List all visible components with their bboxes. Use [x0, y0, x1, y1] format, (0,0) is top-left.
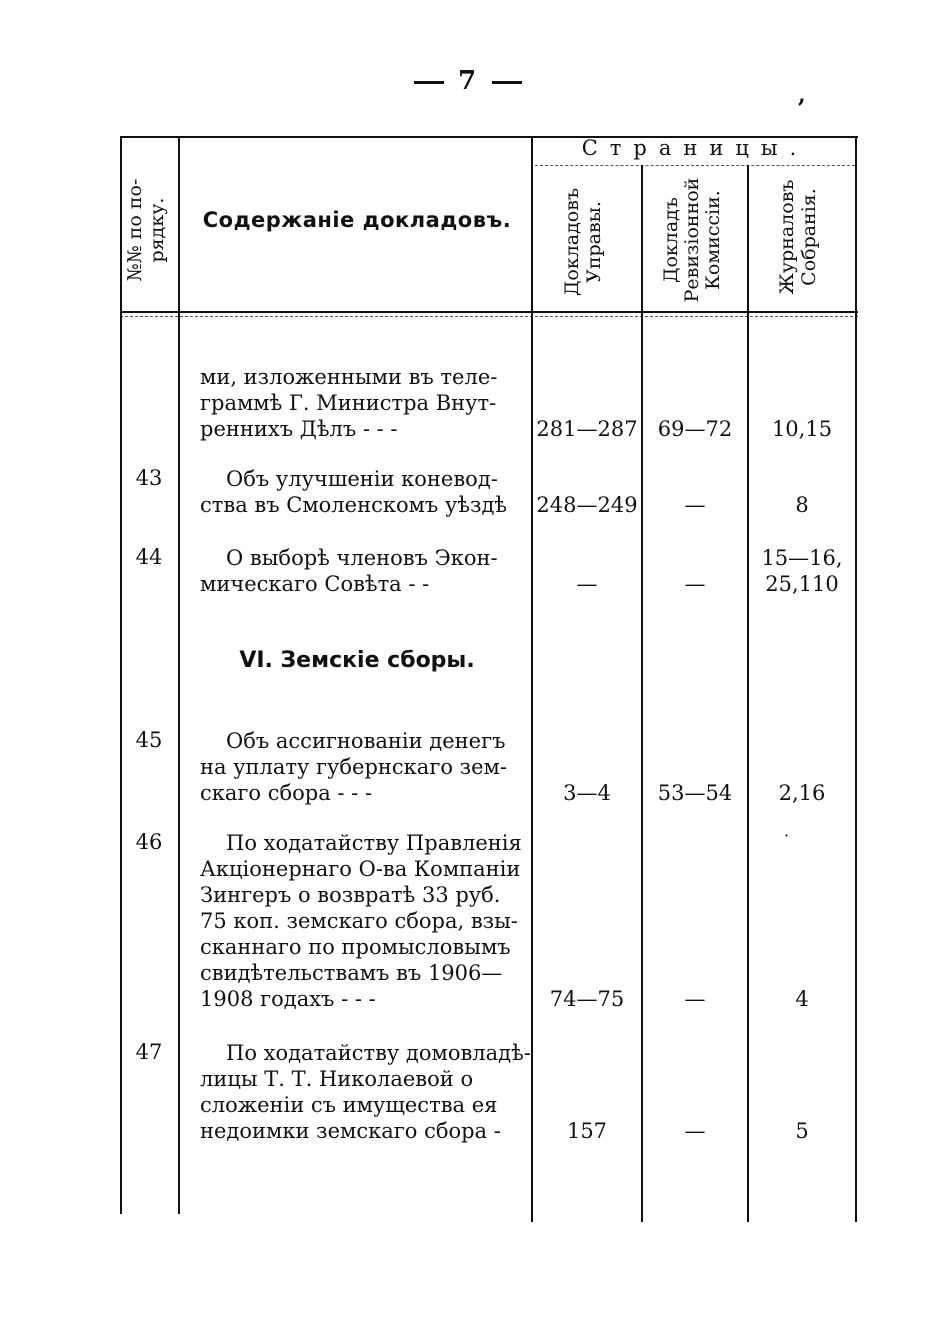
row-continuation-text: [200, 364, 497, 442]
row-number: 47: [135, 1040, 163, 1064]
cell-journal: 10,15: [771, 417, 833, 441]
header-journal-col: [776, 142, 826, 332]
header-number-col: [124, 135, 174, 325]
row-number: 44: [135, 545, 163, 569]
header-revizion-line3: Комиссіи.: [702, 190, 724, 290]
col-divider-5: [747, 165, 749, 1222]
cell-journal: [749, 545, 855, 597]
text-line: О выборѣ членовъ Экон-: [226, 546, 498, 570]
dash-left: [414, 81, 444, 84]
header-number-line1: №№ по по-: [124, 178, 146, 282]
cell-revizion: —: [684, 987, 706, 1011]
header-revizion-line1: Докладъ: [660, 197, 682, 283]
text-line: ми, изложенными въ теле-: [200, 365, 498, 389]
text-line: 75 коп. земскаго сбора, взы-: [200, 909, 518, 933]
text-line: лицы Т. Т. Николаевой о: [200, 1067, 474, 1091]
text-line: реннихъ Дѣлъ - - -: [200, 417, 398, 441]
cell-revizion: —: [684, 572, 706, 596]
text-line: сложеніи съ имущества ея: [200, 1093, 498, 1117]
text-line: Объ ассигнованіи денегъ: [226, 729, 506, 753]
journal-line: 25,110: [765, 572, 839, 596]
cell-uprava: —: [576, 572, 598, 596]
row-text: [200, 1040, 531, 1144]
col-divider-3: [531, 136, 533, 1222]
cell-journal: 4: [795, 987, 809, 1011]
stray-mark: ·: [784, 826, 790, 845]
cell-uprava: 3—4: [563, 781, 611, 805]
cell-uprava: 157: [566, 1119, 608, 1143]
journal-line: 15—16,: [761, 546, 843, 570]
header-revizion-line2: Ревизіонной: [681, 177, 703, 303]
text-line: Объ улучшеніи коневод-: [226, 467, 498, 491]
text-line: недоимки земскаго сбора -: [200, 1119, 501, 1143]
header-uprava-col: [561, 147, 611, 337]
col-divider-6: [855, 136, 857, 1222]
text-line: Зингеръ о возвратѣ 33 руб.: [200, 883, 501, 907]
row-text: [200, 830, 522, 1012]
cell-revizion: 53—54: [657, 781, 733, 805]
text-line: ства въ Смоленскомъ уѣздѣ: [200, 493, 508, 517]
row-number: 43: [135, 466, 163, 490]
text-line: свидѣтельствамъ въ 1906—: [200, 961, 503, 985]
row-text: [200, 545, 498, 597]
header-content-title: Содержаніе докладовъ.: [202, 208, 512, 232]
header-uprava-line1: Докладовъ: [561, 187, 583, 297]
header-journal-line2: Собранія.: [798, 188, 820, 286]
header-uprava-line2: Управы.: [583, 201, 605, 283]
row-number: 46: [135, 830, 163, 854]
text-line: на уплату губернскаго зем-: [200, 755, 507, 779]
cell-revizion: —: [684, 1119, 706, 1143]
header-revizion-col: [661, 145, 731, 335]
page-number-text: 7: [457, 66, 479, 96]
text-line: По ходатайству Правленія: [226, 831, 522, 855]
section-title: VI. Земскіе сборы.: [239, 648, 475, 673]
text-line: сканнаго по промысловымъ: [200, 935, 511, 959]
text-line: 1908 годахъ - - -: [200, 987, 376, 1011]
cell-uprava: 74—75: [549, 987, 625, 1011]
cell-journal: 2,16: [778, 781, 826, 805]
row-text: [200, 466, 507, 518]
text-line: По ходатайству домовладѣ-: [226, 1041, 531, 1065]
page-number: [0, 66, 936, 96]
header-journal-line1: Журналовъ: [776, 179, 798, 295]
cell-uprava: 248—249: [536, 493, 638, 517]
col-divider-4: [641, 165, 643, 1222]
cell-journal: 5: [795, 1119, 809, 1143]
cell-uprava: 281—287: [536, 417, 638, 441]
text-line: скаго сбора - - -: [200, 781, 373, 805]
header-pages-group: Страницы.: [581, 136, 809, 160]
text-line: граммѣ Г. Министра Внут-: [200, 391, 497, 415]
header-number-line2: рядку.: [146, 197, 168, 263]
cell-revizion: —: [684, 493, 706, 517]
text-line: мическаго Совѣта - -: [200, 572, 430, 596]
text-line: Акціонернаго О-ва Компаніи: [200, 857, 521, 881]
cell-journal: 8: [795, 493, 809, 517]
cell-revizion: 69—72: [657, 417, 733, 441]
dash-right: [492, 81, 522, 84]
col-divider-2: [178, 136, 180, 1214]
row-text: [200, 728, 507, 806]
corner-mark: ,: [798, 82, 806, 108]
row-number: 45: [135, 728, 163, 752]
